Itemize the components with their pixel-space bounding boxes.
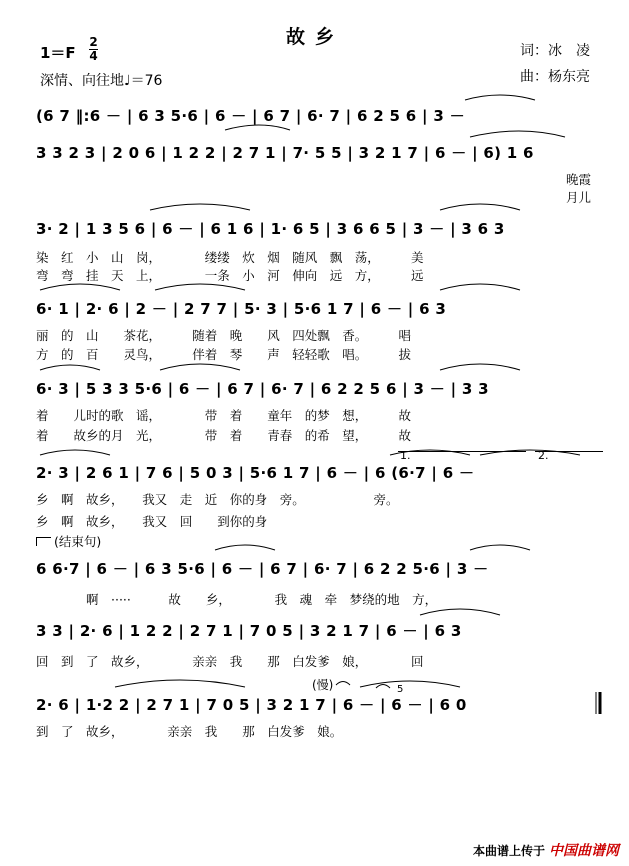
lyric-line-8a: 回 到 了 故乡， 亲亲 我 那 白发爹 娘， 回 xyxy=(36,654,424,669)
slur xyxy=(115,680,245,687)
slur xyxy=(420,609,500,615)
slur xyxy=(40,365,100,370)
volta-2-label: 2. xyxy=(538,449,549,462)
fermata xyxy=(376,685,390,689)
score-line-6: 2· 3 | 2 6 1 | 7 6 | 5 0 3 | 5·6 1 7 | 6 － | 6 (6·7 | 6 － xyxy=(36,464,475,482)
lyric-line-2a: 晚霞 xyxy=(566,172,592,187)
lyric-line-3b: 弯 弯 挂 天 上， 一条 小 河 伸向 远 方， 远 xyxy=(36,268,424,283)
slow-marking: (慢) xyxy=(312,678,334,692)
page-title: 故乡 xyxy=(286,26,345,48)
lyric-line-3a: 染 红 小 山 岗， 缕缕 炊 烟 随风 飘 荡， 美 xyxy=(36,250,424,265)
footer-credit xyxy=(473,840,619,860)
score-line-2: 3 3 2 3 | 2 0 6 | 1 2 2 | 2 7 1 | 7· 5 5 | 3 2 1 7 | 6 － | 6) 1 6 xyxy=(36,144,534,162)
lyric-line-9a: 到 了 故乡， 亲亲 我 那 白发爹 娘。 xyxy=(36,724,343,739)
slur xyxy=(160,364,240,370)
slur xyxy=(470,545,530,550)
slur xyxy=(480,450,580,455)
slur xyxy=(440,204,520,210)
footer-brand[interactable]: 中国曲谱网 xyxy=(549,843,619,859)
lyric-line-5a: 着 儿时的歌 谣， 带 着 童年 的梦 想， 故 xyxy=(36,408,412,423)
composer: 曲：杨东亮 xyxy=(520,69,590,85)
lyric-line-5b: 着 故乡的月 光， 带 着 青春 的希 望， 故 xyxy=(36,428,412,443)
score-line-5: 6· 3 | 5 3 3 5·6 | 6 － | 6 7 | 6· 7 | 6 2 2 5 6 | 3 － | 3 3 xyxy=(36,380,489,398)
tempo-value: ＝76 xyxy=(130,73,163,89)
volta-1-label: 1. xyxy=(400,449,411,462)
lyric-line-4b: 方 的 百 灵鸟， 伴着 琴 声 轻轻歌 唱。 拔 xyxy=(36,347,412,362)
slur xyxy=(155,284,245,290)
slur xyxy=(440,284,520,290)
slur xyxy=(215,545,275,550)
score-line-4: 6· 1 | 2· 6 | 2 － | 2 7 7 | 5· 3 | 5·6 1 7 | 6 － | 6 3 xyxy=(36,300,447,318)
key-signature: 1＝F xyxy=(40,44,76,62)
lyric-line-7a: 啊 ····· 故 乡， 我 魂 牵 梦绕的地 方， xyxy=(36,592,438,607)
lyric-line-6a: 乡 啊 故乡， 我又 走 近 你的身 旁。 旁。 xyxy=(36,492,399,507)
slur xyxy=(40,284,120,290)
lyric-line-6b: 乡 啊 故乡， 我又 回 到你的身 xyxy=(36,514,268,529)
slur xyxy=(225,125,290,130)
slur xyxy=(440,364,520,370)
fermata-count: 5 xyxy=(397,684,404,695)
slur xyxy=(465,95,535,100)
quarter-note-icon: ♩ xyxy=(124,73,131,89)
lyric-line-2b: 月儿 xyxy=(566,190,592,205)
score-line-9: 2· 6 | 1·2 2 | 2 7 1 | 7 0 5 | 3 2 1 7 | 6 － | 6 － | 6 0 xyxy=(36,696,467,714)
lyric-line-4a: 丽 的 山 茶花， 随着 晚 风 四处飘 香。 唱 xyxy=(36,328,412,343)
slur xyxy=(470,131,565,137)
score-line-3: 3· 2 | 1 3 5 6 | 6 － | 6 1 6 | 1· 6 5 | 3 6 6 5 | 3 － | 3 6 3 xyxy=(36,220,505,238)
slur xyxy=(390,450,470,455)
footer-text: 本曲谱上传于 xyxy=(472,844,545,858)
ending-label: (结束句) xyxy=(54,534,102,549)
time-signature-bottom: 4 xyxy=(89,49,98,63)
slur xyxy=(40,450,110,455)
time-signature-top: 2 xyxy=(89,35,98,49)
lyricist: 词：冰 凌 xyxy=(520,43,590,59)
slur xyxy=(360,681,460,687)
score-line-8: 3 3 | 2· 6 | 1 2 2 | 2 7 1 | 7 0 5 | 3 2 1 7 | 6 － | 6 3 xyxy=(36,622,462,640)
fermata xyxy=(336,682,350,686)
score-line-1: (6 7 ‖:6 － | 6 3 5·6 | 6 － | 6 7 | 6· 7 | 6 2 5 6 | 3 － xyxy=(36,107,465,125)
slur xyxy=(150,204,250,210)
score-line-7: 6 6·7 | 6 － | 6 3 5·6 | 6 － | 6 7 | 6· 7 | 6 2 2 5·6 | 3 － xyxy=(36,560,489,578)
tempo-text: 深情、向往地 xyxy=(40,73,124,89)
